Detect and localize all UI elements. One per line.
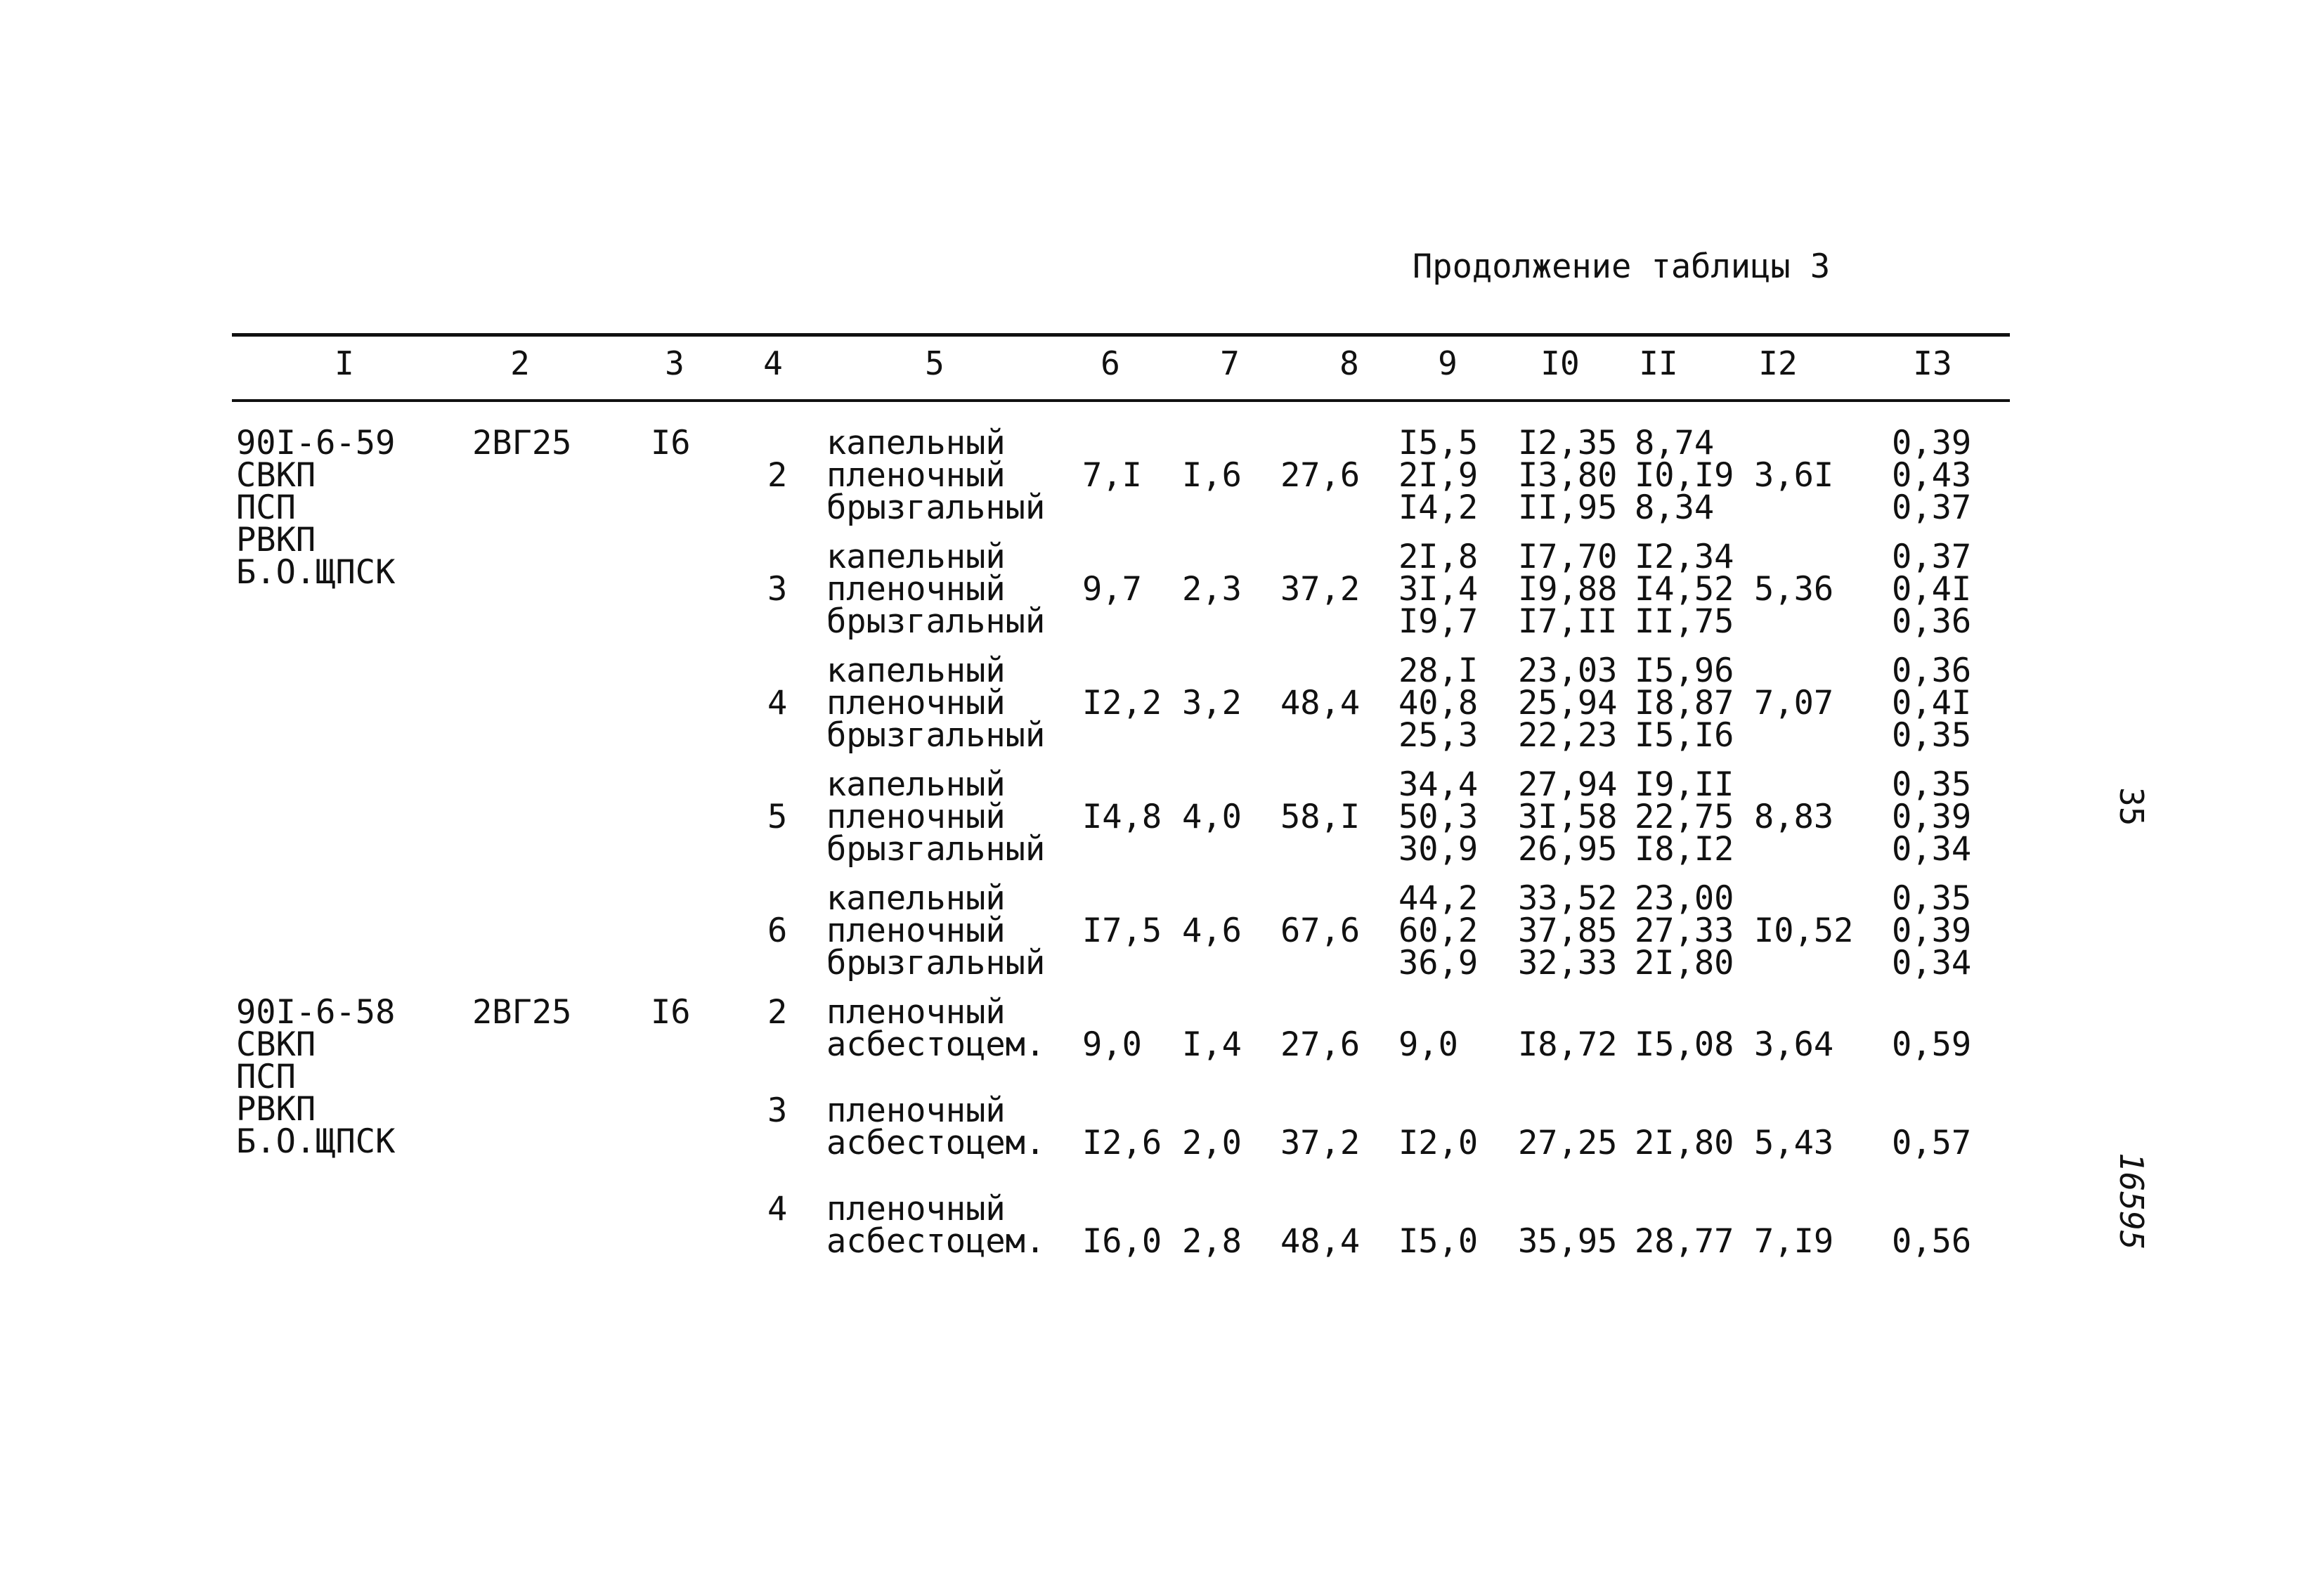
cell-col-11: 23,00 [1635, 879, 1734, 918]
cooler-type: пленочный [826, 1091, 1006, 1130]
row-number: 3 [767, 1091, 788, 1130]
project-code: РВКП [236, 1090, 316, 1129]
cell-col-12: 7,07 [1754, 684, 1834, 722]
cell-col-13: 0,4I [1892, 684, 1972, 722]
cell-col-10: 3I,58 [1518, 798, 1618, 836]
row-number: 2 [767, 456, 788, 495]
cell-col-9: I5,5 [1398, 424, 1479, 462]
cell-col-13: 0,34 [1892, 944, 1972, 982]
cell-col-13: 0,39 [1892, 424, 1972, 462]
column-header: 7 [1220, 344, 1240, 382]
column-header: 3 [665, 344, 684, 382]
row-number: 4 [767, 684, 788, 722]
cell-col-7: 2,3 [1182, 570, 1242, 609]
cell-col-13: 0,59 [1892, 1025, 1972, 1064]
cell-col-11: 28,77 [1635, 1222, 1734, 1261]
project-code: СВКП [236, 1025, 316, 1064]
cell-col-7: 2,8 [1182, 1222, 1242, 1261]
cooler-type: капельный [826, 538, 1006, 576]
cell-col-13: 0,57 [1892, 1124, 1972, 1162]
cell-col-8: 48,4 [1280, 684, 1361, 722]
column-header: I0 [1540, 344, 1580, 382]
cooler-type: пленочный [826, 1190, 1006, 1228]
cell-col-11: 8,74 [1635, 424, 1715, 462]
cooler-type: асбестоцем. [826, 1222, 1046, 1261]
row-number: 2 [767, 993, 788, 1032]
cooler-type: капельный [826, 424, 1006, 462]
project-code: 90I-6-58 [236, 993, 396, 1032]
cell-col-9: 44,2 [1398, 879, 1479, 918]
cell-col-12: 3,6I [1754, 456, 1834, 495]
column-header: II [1639, 344, 1678, 382]
cell-col-10: 23,03 [1518, 651, 1618, 690]
cooler-type: пленочный [826, 993, 1006, 1032]
project-code: ПСП [236, 1058, 296, 1096]
column-header: I2 [1758, 344, 1798, 382]
cell-col-6: 7,I [1082, 456, 1142, 495]
cell-col-9: 30,9 [1398, 830, 1479, 869]
cell-col-13: 0,39 [1892, 798, 1972, 836]
cell-col-13: 0,39 [1892, 911, 1972, 950]
page-number: 35 [2112, 787, 2150, 826]
cell-col-13: 0,4I [1892, 570, 1972, 609]
cooler-type: пленочный [826, 570, 1006, 609]
column-header: 4 [763, 344, 783, 382]
cooler-type: асбестоцем. [826, 1124, 1046, 1162]
cell-col-10: 22,23 [1518, 716, 1618, 755]
cell-col-10: I8,72 [1518, 1025, 1618, 1064]
cell-col-13: 0,36 [1892, 651, 1972, 690]
cell-col-10: 37,85 [1518, 911, 1618, 950]
row-number: 5 [767, 798, 788, 836]
cell-col-9: 28,I [1398, 651, 1479, 690]
cell-col-9: 25,3 [1398, 716, 1479, 755]
cell-col-12: 5,43 [1754, 1124, 1834, 1162]
cell-col-6: I4,8 [1082, 798, 1162, 836]
cell-col-6: I2,2 [1082, 684, 1162, 722]
project-code: ПСП [236, 488, 296, 527]
cooler-type: брызгальный [826, 488, 1046, 527]
cell-col-13: 0,56 [1892, 1222, 1972, 1261]
cell-col-10: 26,95 [1518, 830, 1618, 869]
cooler-type: капельный [826, 879, 1006, 918]
cooler-type: пленочный [826, 684, 1006, 722]
cell-col-11: I8,I2 [1635, 830, 1734, 869]
cell-col-13: 0,37 [1892, 488, 1972, 527]
cell-col-11: I5,I6 [1635, 716, 1734, 755]
fan-type: 2ВГ25 [472, 424, 572, 462]
cell-col-8: 48,4 [1280, 1222, 1361, 1261]
cooler-type: пленочный [826, 456, 1006, 495]
cell-col-11: 8,34 [1635, 488, 1715, 527]
cell-col-8: 67,6 [1280, 911, 1361, 950]
cell-col-13: 0,36 [1892, 602, 1972, 641]
cell-col-8: 37,2 [1280, 570, 1361, 609]
cooler-type: брызгальный [826, 716, 1046, 755]
column-header: 5 [925, 344, 944, 382]
cell-col-12: 7,I9 [1754, 1222, 1834, 1261]
cell-col-10: 27,25 [1518, 1124, 1618, 1162]
cell-col-9: 40,8 [1398, 684, 1479, 722]
column-header: 6 [1101, 344, 1120, 382]
column-header: 2 [510, 344, 530, 382]
cell-col-12: 3,64 [1754, 1025, 1834, 1064]
cell-col-9: 36,9 [1398, 944, 1479, 982]
project-code: Б.О.ЩПСК [236, 1122, 396, 1161]
cell-col-10: 33,52 [1518, 879, 1618, 918]
cell-col-6: 9,0 [1082, 1025, 1142, 1064]
cell-col-8: 37,2 [1280, 1124, 1361, 1162]
project-code: Б.О.ЩПСК [236, 553, 396, 592]
row-number: 3 [767, 570, 788, 609]
cell-col-11: I0,I9 [1635, 456, 1734, 495]
cell-col-13: 0,37 [1892, 538, 1972, 576]
project-code: СВКП [236, 456, 316, 495]
cell-col-13: 0,35 [1892, 716, 1972, 755]
cell-col-10: I2,35 [1518, 424, 1618, 462]
cell-col-11: I5,08 [1635, 1025, 1734, 1064]
table-top-rule [232, 333, 2010, 337]
cell-col-12: 5,36 [1754, 570, 1834, 609]
cell-col-7: 4,0 [1182, 798, 1242, 836]
cell-col-11: 2I,80 [1635, 944, 1734, 982]
cooler-type: брызгальный [826, 602, 1046, 641]
cell-col-6: I2,6 [1082, 1124, 1162, 1162]
cell-col-10: I7,70 [1518, 538, 1618, 576]
cell-col-7: I,4 [1182, 1025, 1242, 1064]
row-number: 6 [767, 911, 788, 950]
project-code: РВКП [236, 521, 316, 559]
document-number: 16595 [2112, 1153, 2150, 1250]
column-3-value: I6 [651, 993, 691, 1032]
cell-col-11: I4,52 [1635, 570, 1734, 609]
cell-col-13: 0,35 [1892, 765, 1972, 804]
column-header: I [335, 344, 354, 382]
cell-col-10: 27,94 [1518, 765, 1618, 804]
cell-col-10: I7,II [1518, 602, 1618, 641]
table-caption: Продолжение таблицы 3 [1413, 247, 1831, 286]
cell-col-11: 2I,80 [1635, 1124, 1734, 1162]
cell-col-7: I,6 [1182, 456, 1242, 495]
cell-col-13: 0,34 [1892, 830, 1972, 869]
cell-col-6: I6,0 [1082, 1222, 1162, 1261]
cell-col-11: II,75 [1635, 602, 1734, 641]
cooler-type: брызгальный [826, 944, 1046, 982]
cell-col-11: I8,87 [1635, 684, 1734, 722]
cell-col-11: 22,75 [1635, 798, 1734, 836]
cell-col-9: 2I,8 [1398, 538, 1479, 576]
cell-col-9: 50,3 [1398, 798, 1479, 836]
fan-type: 2ВГ25 [472, 993, 572, 1032]
cell-col-10: II,95 [1518, 488, 1618, 527]
cell-col-9: 3I,4 [1398, 570, 1479, 609]
cell-col-8: 58,I [1280, 798, 1361, 836]
cell-col-13: 0,43 [1892, 456, 1972, 495]
row-number: 4 [767, 1190, 788, 1228]
cell-col-11: 27,33 [1635, 911, 1734, 950]
cell-col-13: 0,35 [1892, 879, 1972, 918]
column-header: 9 [1438, 344, 1458, 382]
cell-col-10: 35,95 [1518, 1222, 1618, 1261]
cooler-type: пленочный [826, 911, 1006, 950]
cell-col-11: I5,96 [1635, 651, 1734, 690]
project-code: 90I-6-59 [236, 424, 396, 462]
cell-col-10: I9,88 [1518, 570, 1618, 609]
column-header: 8 [1339, 344, 1359, 382]
cell-col-12: I0,52 [1754, 911, 1854, 950]
cell-col-8: 27,6 [1280, 456, 1361, 495]
cell-col-9: I9,7 [1398, 602, 1479, 641]
cell-col-6: 9,7 [1082, 570, 1142, 609]
cooler-type: брызгальный [826, 830, 1046, 869]
cell-col-10: 32,33 [1518, 944, 1618, 982]
cooler-type: капельный [826, 651, 1006, 690]
cell-col-9: I5,0 [1398, 1222, 1479, 1261]
column-header: I3 [1913, 344, 1952, 382]
cell-col-9: 60,2 [1398, 911, 1479, 950]
cell-col-10: I3,80 [1518, 456, 1618, 495]
cell-col-9: 34,4 [1398, 765, 1479, 804]
cell-col-11: I9,II [1635, 765, 1734, 804]
cell-col-10: 25,94 [1518, 684, 1618, 722]
cell-col-11: I2,34 [1635, 538, 1734, 576]
cell-col-9: I4,2 [1398, 488, 1479, 527]
cell-col-9: I2,0 [1398, 1124, 1479, 1162]
cell-col-7: 3,2 [1182, 684, 1242, 722]
cell-col-8: 27,6 [1280, 1025, 1361, 1064]
cell-col-7: 4,6 [1182, 911, 1242, 950]
cell-col-9: 9,0 [1398, 1025, 1458, 1064]
cell-col-12: 8,83 [1754, 798, 1834, 836]
cooler-type: пленочный [826, 798, 1006, 836]
cell-col-9: 2I,9 [1398, 456, 1479, 495]
table-header-rule [232, 399, 2010, 402]
column-3-value: I6 [651, 424, 691, 462]
cell-col-6: I7,5 [1082, 911, 1162, 950]
cell-col-7: 2,0 [1182, 1124, 1242, 1162]
cooler-type: асбестоцем. [826, 1025, 1046, 1064]
cooler-type: капельный [826, 765, 1006, 804]
